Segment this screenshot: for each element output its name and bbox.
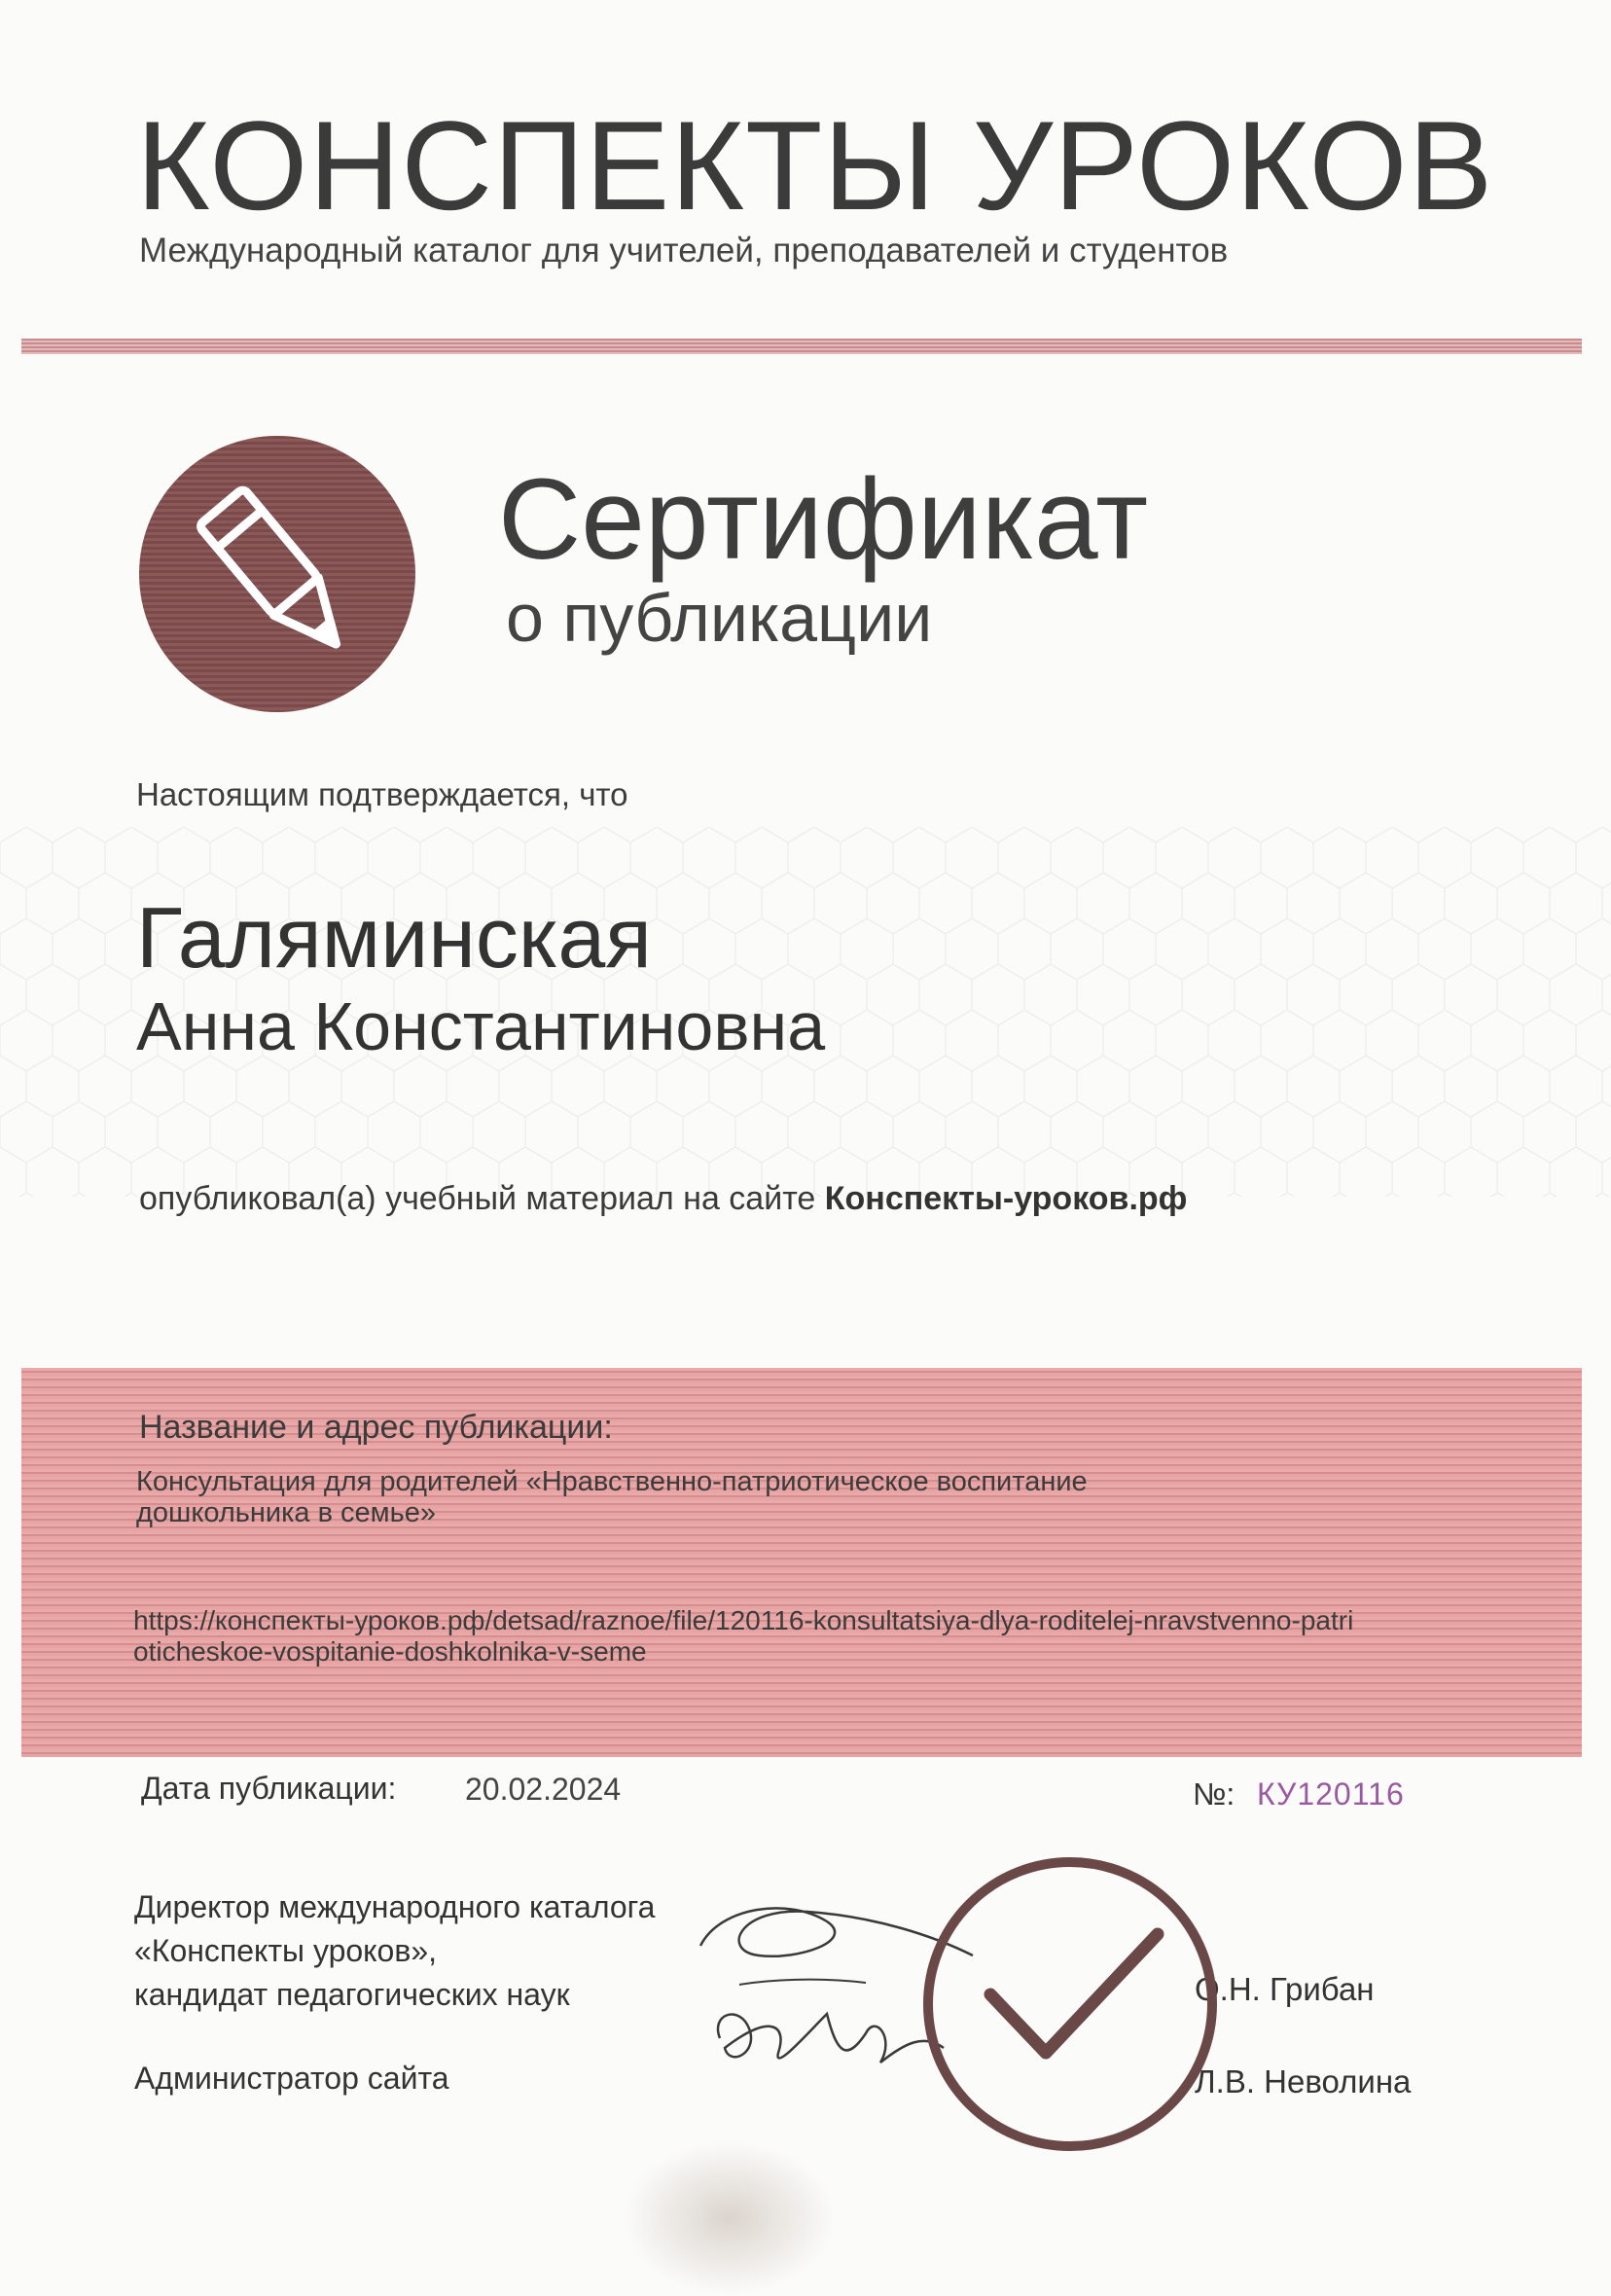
admin-name: Л.В. Неволина xyxy=(1195,2063,1412,2099)
certificate-title: Сертификат xyxy=(498,455,1149,584)
confirmation-text: Настоящим подтверждается, что xyxy=(136,776,628,812)
logo-badge xyxy=(139,436,415,712)
site-name: Конспекты-уроков.рф xyxy=(824,1180,1188,1217)
publication-date-value: 20.02.2024 xyxy=(465,1772,622,1807)
published-prefix: опубликовал(а) учебный материал на сайте xyxy=(139,1180,816,1217)
pencil-icon xyxy=(139,436,415,712)
certificate-number-label: №: xyxy=(1193,1776,1235,1812)
admin-label: Администратор сайта xyxy=(134,2061,449,2096)
brand-title: КОНСПЕКТЫ УРОКОВ xyxy=(136,94,1494,236)
director-line-1: Директор международного каталога xyxy=(134,1889,656,1924)
director-title xyxy=(134,1885,655,2017)
recipient-surname: Галяминская xyxy=(136,889,652,986)
director-name: О.Н. Грибан xyxy=(1195,1971,1375,2007)
scan-smudge xyxy=(623,2140,837,2296)
published-statement xyxy=(139,1180,1187,1218)
publication-heading: Название и адрес публикации: xyxy=(139,1409,613,1446)
director-line-2: «Конспекты уроков», xyxy=(134,1933,438,1968)
certificate-subtitle: о публикации xyxy=(506,580,933,656)
header-divider xyxy=(21,339,1582,354)
certificate-number-value: КУ120116 xyxy=(1257,1776,1405,1812)
brand-subtitle: Международный каталог для учителей, преподавателей и студентов xyxy=(139,232,1229,269)
director-line-3: кандидат педагогических наук xyxy=(134,1977,570,2012)
recipient-given-names: Анна Константиновна xyxy=(136,988,826,1064)
checkmark-icon xyxy=(914,1848,1226,2160)
publication-date-label: Дата публикации: xyxy=(141,1771,397,1806)
publication-url[interactable]: https://конспекты-уроков.рф/detsad/raznoe/file/120116-konsultatsiya-dlya-roditelej-nravstvenno-patrioticheskoe-vospitanie-doshkolnika-v-seme xyxy=(133,1605,1354,1667)
publication-title: Консультация для родителей «Нравственно-патриотическое воспитание дошкольника в семье» xyxy=(136,1466,1088,1528)
